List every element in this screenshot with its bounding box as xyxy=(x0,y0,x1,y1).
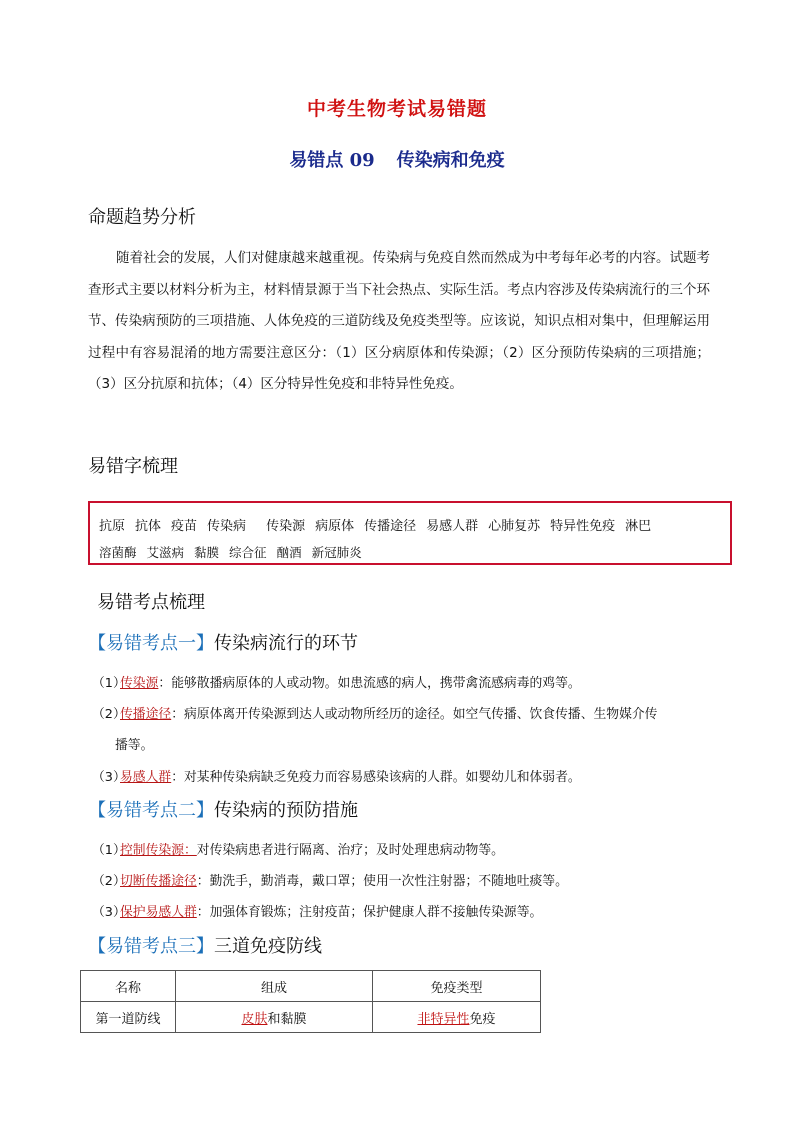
table-cell: 皮肤和黏膜 xyxy=(176,1002,373,1033)
typo-word: 易感人群 xyxy=(426,519,479,534)
kp2-tag: 易错考点二 xyxy=(106,800,196,821)
list-item: （3）易感人群：对某种传染病缺乏免疫力而容易感染该病的人群。如婴幼儿和体弱者。 xyxy=(92,770,581,785)
subtitle-number: 易错点 09 xyxy=(289,150,375,171)
term: 传播途径 xyxy=(120,707,172,722)
typo-word: 淋巴 xyxy=(625,519,652,534)
typo-word: 抗体 xyxy=(135,519,162,534)
table-cell: 第一道防线 xyxy=(81,1002,176,1033)
kp1-title: 传染病流行的环节 xyxy=(214,633,358,654)
kp2-title: 传染病的预防措施 xyxy=(214,800,358,821)
typo-word: 传染病 xyxy=(207,519,247,534)
table-row xyxy=(81,1002,541,1033)
typo-word: 新冠肺炎 xyxy=(311,545,362,560)
list-item: （3）保护易感人群：加强体育锻炼；注射疫苗；保护健康人群不接触传染源等。 xyxy=(92,905,543,920)
table-header: 组成 xyxy=(176,971,373,1002)
typo-word: 综合征 xyxy=(229,545,267,560)
kp3-tag: 易错考点三 xyxy=(106,936,196,957)
typo-word: 溶菌酶 xyxy=(99,545,137,560)
trend-paragraph: 随着社会的发展，人们对健康越来越重视。传染病与免疫自然而然成为中考每年必考的内容。试题考查形式主要以材料分析为主，材料情景源于当下社会热点、实际生活。考点内容涉及传染病流行的三个环节、传染病预防的三项措施、人体免疫的三道防线及免疫类型等。应该说，知识点相对集中，但理解运用过程中有容易混淆的地方需要注意区分：（1）区分病原体和传染源；（2）区分预防传染病的三项措施；（3）区分抗原和抗体；（4）区分特异性免疫和非特异性免疫。 xyxy=(88,250,710,392)
kp1-tag: 易错考点一 xyxy=(106,633,196,654)
typo-word: 艾滋病 xyxy=(146,545,185,560)
kp3-heading: 【易错考点三】三道免疫防线 xyxy=(88,936,322,957)
subtitle-topic: 传染病和免疫 xyxy=(396,150,505,171)
typo-line-1 xyxy=(99,515,651,534)
immune-defense-table xyxy=(80,970,541,1033)
typo-word: 病原体 xyxy=(315,519,355,534)
list-item: （1）控制传染源：对传染病患者进行隔离、治疗；及时处理患病动物等。 xyxy=(92,843,504,858)
page-subtitle xyxy=(0,146,794,172)
typo-word: 传播途径 xyxy=(364,519,417,534)
typo-word: 黏膜 xyxy=(194,545,220,560)
term: 易感人群 xyxy=(120,770,172,785)
kp2-heading: 【易错考点二】传染病的预防措施 xyxy=(88,800,358,821)
typo-word: 酗酒 xyxy=(276,545,302,560)
typo-word: 抗原 xyxy=(99,519,126,534)
typo-line-2 xyxy=(99,543,372,561)
list-item: （2）切断传播途径：勤洗手，勤消毒，戴口罩；使用一次性注射器；不随地吐痰等。 xyxy=(92,874,568,889)
typo-word: 传染源 xyxy=(266,519,306,534)
term: 控制传染源： xyxy=(120,843,197,858)
list-item: （1）传染源：能够散播病原体的人或动物。如患流感的病人，携带禽流感病毒的鸡等。 xyxy=(92,676,581,691)
list-item: （2）传播途径：病原体离开传染源到达人或动物所经历的途径。如空气传播、饮食传播、生物媒介传 xyxy=(92,707,658,722)
page-title: 中考生物考试易错题 xyxy=(306,98,487,120)
points-heading: 易错考点梳理 xyxy=(97,592,205,613)
typo-heading: 易错字梳理 xyxy=(88,456,178,477)
term: 保护易感人群 xyxy=(120,905,197,920)
list-item-continuation: 播等。 xyxy=(115,738,154,753)
typo-word: 心肺复苏 xyxy=(488,519,541,534)
table-header: 免疫类型 xyxy=(373,971,541,1002)
table-header: 名称 xyxy=(81,971,176,1002)
term: 传染源 xyxy=(120,676,159,691)
table-header-row xyxy=(81,971,541,1002)
typo-box xyxy=(88,501,732,565)
typo-word: 特异性免疫 xyxy=(550,519,616,534)
table-cell: 非特异性免疫 xyxy=(373,1002,541,1033)
kp3-title: 三道免疫防线 xyxy=(214,936,322,957)
kp1-heading: 【易错考点一】传染病流行的环节 xyxy=(88,633,358,654)
trend-heading: 命题趋势分析 xyxy=(88,207,196,228)
term: 切断传播途径 xyxy=(120,874,197,889)
typo-word: 疫苗 xyxy=(171,519,198,534)
